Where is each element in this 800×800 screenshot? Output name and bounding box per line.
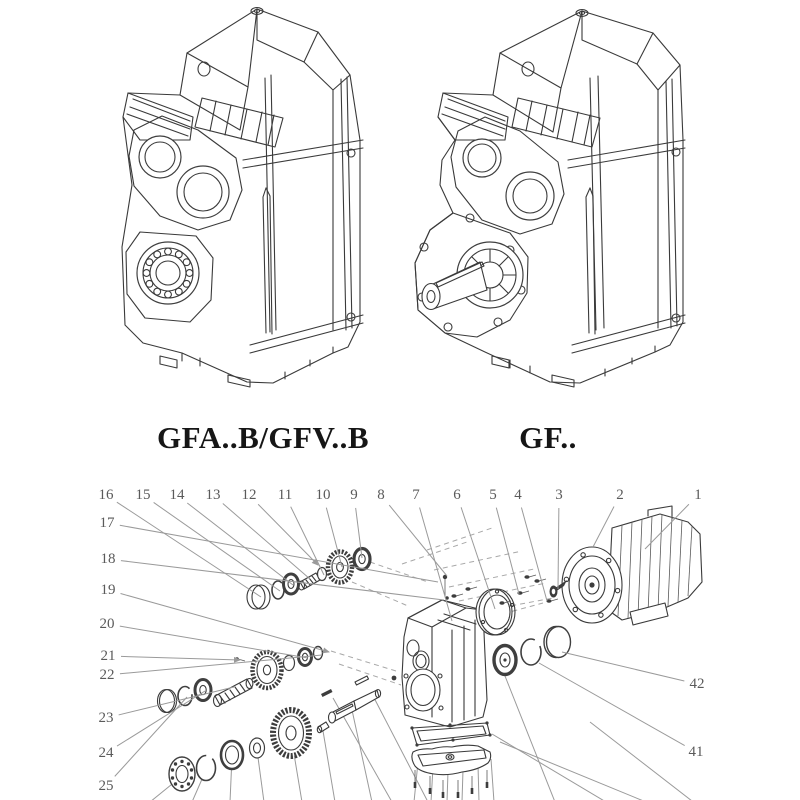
snap-ring [521, 639, 541, 665]
gasket [410, 721, 491, 746]
leader-line-11 [291, 507, 324, 575]
callout-number-5: 5 [489, 487, 497, 503]
key [355, 676, 369, 685]
callout-leader-lines [115, 502, 689, 776]
leader-line-8 [389, 505, 447, 576]
gear-2nd-stage [253, 652, 282, 688]
leader-line-23 [119, 687, 234, 715]
assembly-axis-line [402, 541, 470, 564]
callout-number-14: 14 [169, 487, 185, 503]
callout-number-20: 20 [99, 616, 115, 632]
callout-number-16: 16 [98, 487, 114, 503]
leader-line [478, 765, 479, 800]
callout-number-21: 21 [100, 648, 116, 664]
input-pinion-shaft [299, 573, 321, 590]
callout-number-25: 25 [98, 778, 114, 794]
leader-line [505, 676, 555, 800]
callout-number-6: 6 [453, 487, 461, 503]
key [321, 689, 333, 697]
assembly-axis-line [339, 664, 401, 685]
motor [550, 506, 703, 625]
callout-number-22: 22 [99, 667, 115, 683]
adapter-flange [476, 589, 515, 635]
bearing [195, 680, 211, 701]
leader-line [352, 710, 372, 800]
callout-number-9: 9 [350, 487, 358, 503]
leader-line-3 [558, 508, 559, 589]
intermediate-pinion-shaft [214, 679, 253, 707]
callout-number-17: 17 [99, 515, 115, 531]
callout-number-19: 19 [100, 582, 116, 598]
gearbox-drawing-gfab [100, 0, 400, 400]
callout-number-2: 2 [616, 487, 624, 503]
callout-number-18: 18 [100, 551, 116, 567]
oil-seal [221, 741, 243, 769]
assembly-axis-line [352, 582, 408, 606]
assembly-axis-line [331, 651, 396, 671]
leader-line [492, 734, 606, 800]
model-label-gf: GF.. [519, 420, 577, 455]
callout-number-3: 3 [555, 487, 563, 503]
leader-line [500, 742, 646, 800]
callout-number-12: 12 [241, 487, 257, 503]
housing-outline [122, 8, 360, 383]
assembly-axis-line [427, 528, 492, 550]
roller-pin [317, 722, 329, 733]
set-screw [235, 657, 245, 661]
leader-line-19 [121, 594, 329, 652]
callout-number-15: 15 [135, 487, 151, 503]
leader-line [322, 725, 335, 800]
eye-bolt [392, 676, 397, 681]
input-shaft-parts [247, 549, 370, 610]
leader-line-5 [496, 508, 519, 594]
callout-number-41: 41 [688, 744, 704, 760]
leader-line-42 [562, 652, 684, 681]
callout-number-10: 10 [315, 487, 331, 503]
gear-3rd-stage [273, 710, 309, 756]
motor-flange [562, 547, 622, 623]
leader-line-20 [120, 626, 308, 658]
leader-line [447, 771, 448, 800]
washer [318, 568, 327, 581]
leader-line-16 [117, 502, 261, 597]
gearbox-drawing-gf [400, 0, 710, 400]
snap-ring [197, 756, 216, 781]
bearing [354, 549, 370, 570]
callout-number-4: 4 [514, 487, 522, 503]
callout-number-8: 8 [377, 487, 385, 503]
callout-number-7: 7 [412, 487, 420, 503]
leader-line [590, 722, 692, 800]
callout-number-42: 42 [689, 676, 705, 692]
roller-bearing [169, 757, 195, 791]
callout-number-13: 13 [205, 487, 221, 503]
model-label-gfab: GFA..B/GFV..B [156, 420, 370, 455]
output-shaft [329, 690, 381, 724]
callout-number-24: 24 [98, 745, 114, 761]
callout-number-11: 11 [277, 487, 293, 503]
washer [250, 738, 265, 758]
oil-pan [412, 745, 491, 774]
callout-number-23: 23 [98, 710, 114, 726]
motor-bearing [494, 646, 516, 675]
gearbox-housing [392, 575, 487, 727]
leader-line-12 [258, 504, 318, 565]
leader-line-21 [121, 656, 240, 660]
callout-number-1: 1 [694, 487, 702, 503]
leader-line-14 [187, 503, 293, 585]
assembly-axis-line [449, 569, 534, 587]
leader-line [491, 759, 494, 800]
exploded-parts-diagram [0, 470, 800, 800]
end-cap [247, 585, 265, 609]
gear-1st-stage [328, 552, 352, 583]
snap-ring [178, 687, 192, 706]
leader-line [462, 770, 463, 800]
